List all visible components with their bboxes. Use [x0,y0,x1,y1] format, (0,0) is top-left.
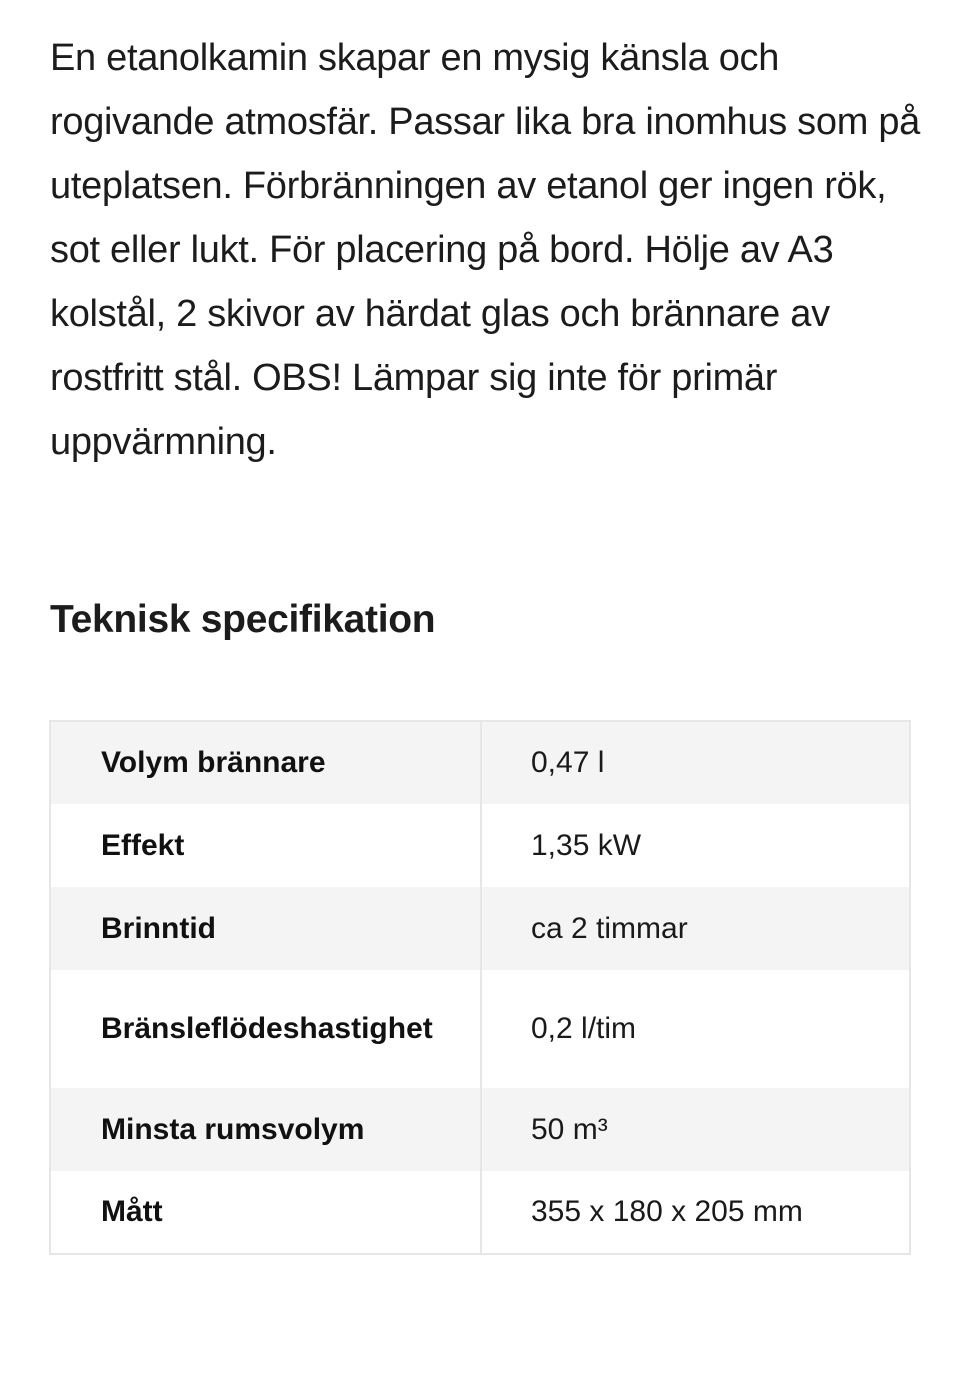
spec-row-dimensions [50,1171,910,1254]
spec-row-volume [50,721,910,804]
spec-row-burn-time [50,887,910,970]
spec-label: Minsta rumsvolym [50,1088,481,1171]
product-description: En etanolkamin skapar en mysig känsla och rogivande atmosfär. Passar lika bra inomhus som på uteplatsen. Förbränningen av etanol ger ingen rök, sot eller lukt. För placering på bord. Hölje av A3 kolstål, 2 skivor av härdat glas och brännare av rostfritt stål. OBS! Lämpar sig inte för primär uppvärmning. [50,37,920,463]
spec-label: Effekt [50,804,481,887]
spec-section-title: Teknisk specifikation [50,598,436,641]
spec-row-power [50,804,910,887]
spec-label: Volym brännare [50,721,481,804]
spec-value: 355 x 180 x 205 mm [531,1195,803,1228]
spec-value: ca 2 timmar [531,911,688,945]
spec-value: 1,35 kW [531,828,642,862]
spec-label: Brinntid [50,887,481,970]
spec-row-room-volume [50,1088,910,1171]
spec-label: Mått [50,1171,481,1254]
spec-table [49,720,911,1255]
spec-row-fuel-flow [50,970,910,1088]
spec-value: 50 m³ [531,1112,608,1146]
spec-value: 0,47 l [531,746,605,779]
spec-value: 0,2 l/tim [531,1012,637,1045]
spec-label: Bränsleflödeshastighet [50,970,481,1088]
